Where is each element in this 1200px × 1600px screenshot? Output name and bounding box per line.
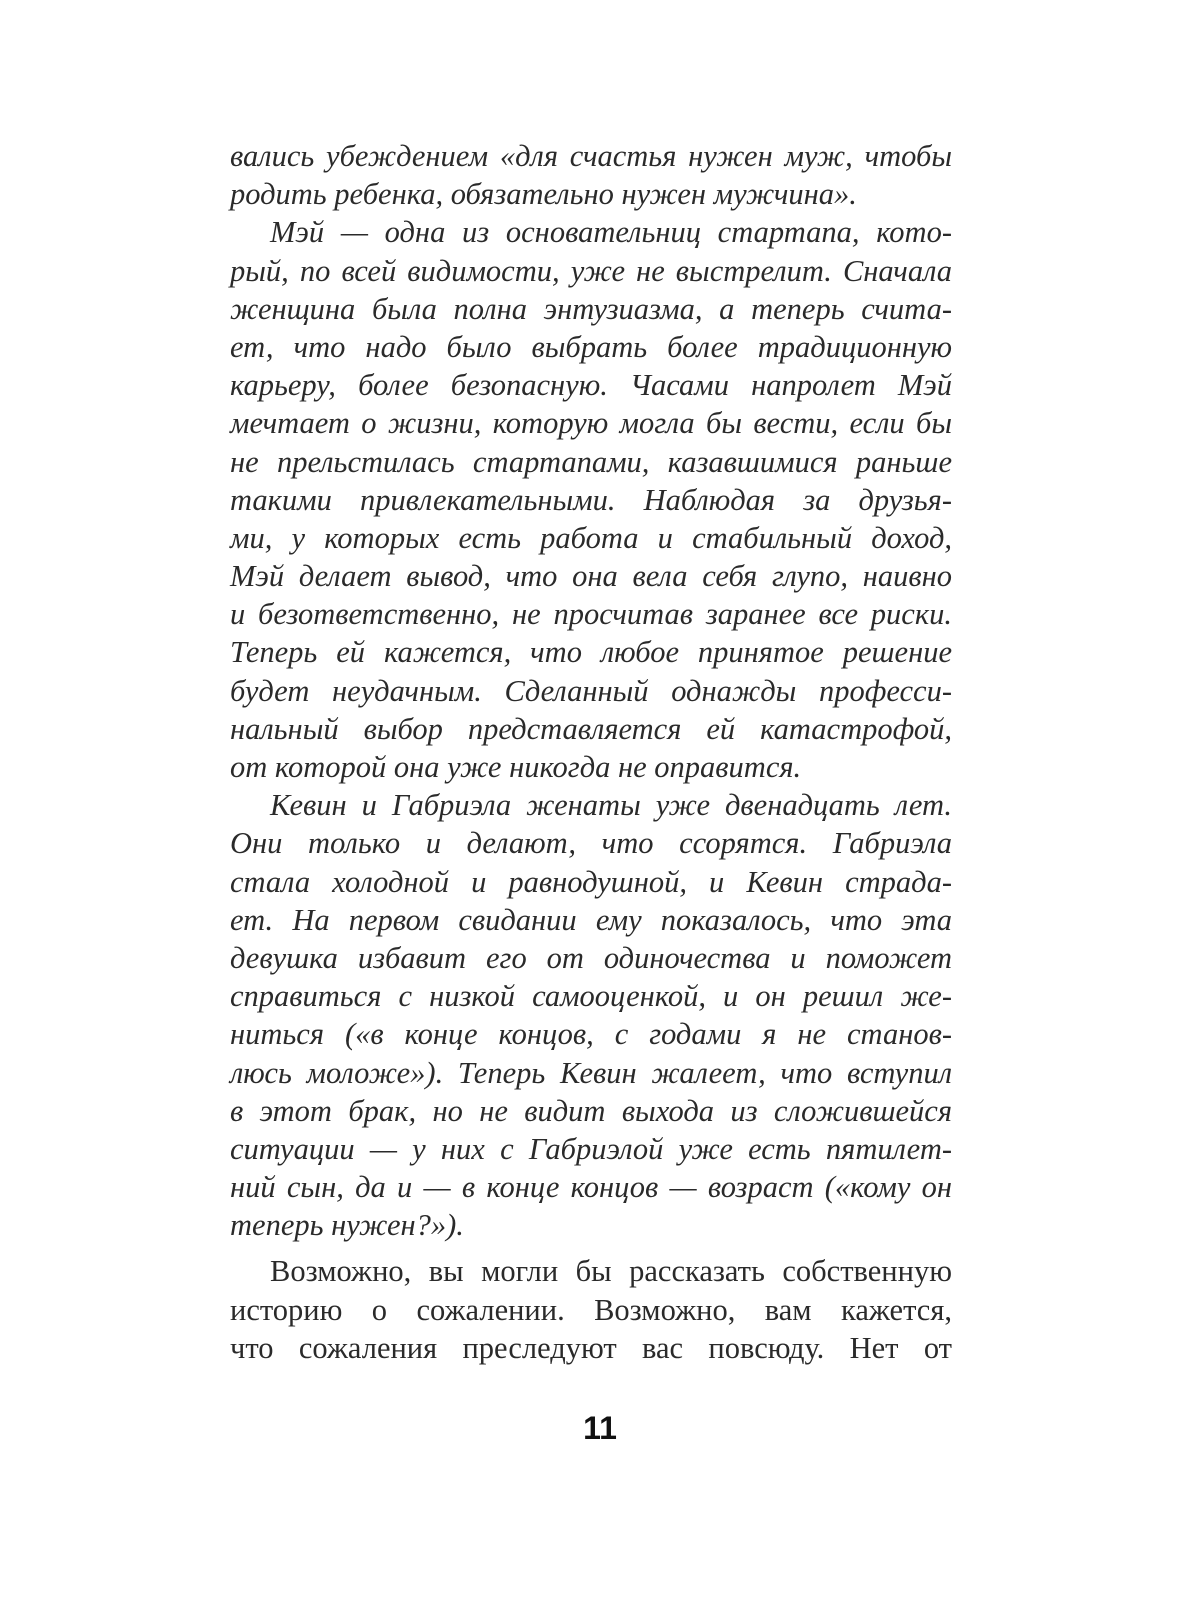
page-body <box>230 137 952 1367</box>
text-line: в этот брак, но не видит выхода из сложившейся <box>230 1093 952 1128</box>
text-line: ний сын, да и — в конце концов — возраст («кому он <box>230 1170 952 1205</box>
text-line: Возможно, вы могли бы рассказать собственную <box>270 1254 952 1289</box>
text-line: стала холодной и равнодушной, и Кевин страда- <box>230 864 952 899</box>
text-line: справиться с низкой самооценкой, и он решил же- <box>230 979 952 1014</box>
text-line: историю о сожалении. Возможно, вам кажется, <box>230 1292 952 1327</box>
text-line: от которой она уже никогда не оправится. <box>230 750 802 784</box>
text-line: девушка избавит его от одиночества и поможет <box>230 940 952 975</box>
text-line: будет неудачным. Сделанный однажды професси- <box>230 673 952 708</box>
text-line: ситуации — у них с Габриэлой уже есть пятилет- <box>230 1131 952 1166</box>
text-line: женщина была полна энтузиазма, а теперь счита- <box>230 291 952 326</box>
text-line: люсь моложе»). Теперь Кевин жалеет, что вступил <box>230 1055 952 1090</box>
text-line: Они только и делают, что ссорятся. Габриэла <box>230 826 952 861</box>
text-line: ми, у которых есть работа и стабильный доход, <box>230 520 952 555</box>
text-line: что сожаления преследуют вас повсюду. Нет от <box>230 1330 952 1365</box>
text-line: нальный выбор представляется ей катастрофой, <box>230 711 952 746</box>
text-line: карьеру, более безопасную. Часами напролет Мэй <box>230 368 952 403</box>
page-number: 11 <box>583 1410 617 1446</box>
text-line: рый, по всей видимости, уже не выстрелит. Сначала <box>230 253 952 288</box>
text-line: ниться («в конце концов, с годами я не станов- <box>230 1017 952 1052</box>
text-line: Мэй — одна из основательниц стартапа, кото- <box>270 215 952 250</box>
text-line: мечтает о жизни, которую могла бы вести, если бы <box>230 406 952 441</box>
text-line: не прельстилась стартапами, казавшимися раньше <box>230 444 952 479</box>
text-line: ет. На первом свидании ему показалось, что эта <box>230 902 952 937</box>
text-line: и безответственно, не просчитав заранее все риски. <box>230 597 952 632</box>
text-line: теперь нужен?»). <box>230 1208 464 1243</box>
text-line: такими привлекательными. Наблюдая за друзья- <box>230 482 952 517</box>
text-line: Кевин и Габриэла женаты уже двенадцать лет. <box>270 788 952 823</box>
text-line: Теперь ей кажется, что любое принятое решение <box>230 635 952 670</box>
text-line: вались убеждением «для счастья нужен муж, чтобы <box>230 139 952 173</box>
text-line: ет, что надо было выбрать более традиционную <box>230 329 952 364</box>
text-line: Мэй делает вывод, что она вела себя глупо, наивно <box>230 559 952 594</box>
text-line: родить ребенка, обязательно нужен мужчина». <box>230 177 857 212</box>
